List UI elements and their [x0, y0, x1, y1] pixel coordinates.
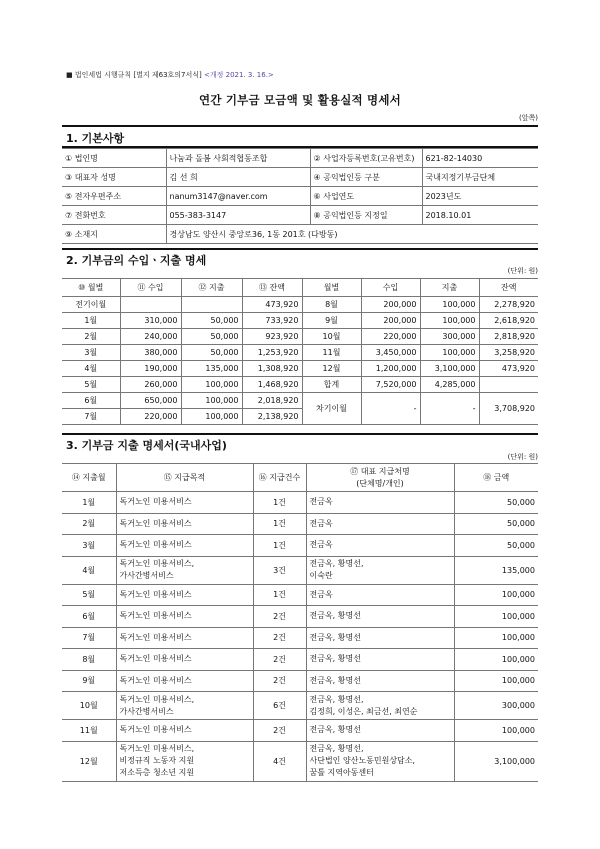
month-cell: 1월 — [62, 313, 120, 329]
amount-cell: 100,000 — [454, 584, 538, 606]
expense-month: 3월 — [62, 535, 116, 557]
purpose-cell-line: 독거노인 미용서비스 — [119, 611, 192, 621]
field-label: ⑤ 전자우편주소 — [62, 187, 166, 206]
table-row — [62, 535, 538, 557]
table-row — [62, 187, 538, 206]
column-header: ⑮ 지급목적 — [116, 464, 253, 492]
purpose-cell-line: 가사간병서비스 — [119, 706, 174, 716]
purpose-cell — [116, 584, 253, 606]
table-row — [62, 692, 538, 720]
expense-month: 11월 — [62, 720, 116, 742]
month-cell: 12월 — [302, 361, 361, 377]
purpose-cell — [116, 720, 253, 742]
income-cell: 200,000 — [361, 297, 420, 313]
field-label: ③ 대표자 성명 — [62, 168, 166, 187]
month-cell: 10월 — [302, 329, 361, 345]
recipient-cell-line: 전금옥 — [309, 518, 333, 528]
amount-cell: 300,000 — [454, 692, 538, 720]
balance-cell: 473,920 — [479, 361, 538, 377]
column-header — [306, 464, 454, 492]
amount-cell: 100,000 — [454, 649, 538, 671]
table-row — [62, 149, 538, 168]
balance-cell: 1,308,920 — [242, 361, 302, 377]
purpose-cell-line: 독거노인 미용서비스 — [119, 654, 192, 664]
count-cell: 1건 — [253, 535, 306, 557]
recipient-cell — [306, 492, 454, 514]
field-value: 김 선 희 — [166, 168, 310, 187]
field-value: 국내지정기부금단체 — [422, 168, 538, 187]
income-cell: 220,000 — [120, 409, 181, 425]
balance-cell: 2,818,920 — [479, 329, 538, 345]
month-cell: 4월 — [62, 361, 120, 377]
address-value: 경상남도 양산시 중앙로36, 1동 201호 (다방동) — [166, 225, 538, 244]
purpose-cell-line: 독거노인 미용서비스, — [119, 559, 195, 568]
field-label: ② 사업자등록번호(고유번호) — [310, 149, 422, 168]
column-header: 지출 — [420, 279, 479, 297]
expense-cell: 50,000 — [181, 313, 242, 329]
column-header: ⑪ 수입 — [120, 279, 181, 297]
purpose-cell-line: 독거노인 미용서비스 — [119, 675, 192, 685]
amount-cell: 50,000 — [454, 513, 538, 535]
purpose-cell — [116, 649, 253, 671]
section3-title: 3. 기부금 지출 명세서(국내사업) — [66, 439, 227, 452]
field-value: 055-383-3147 — [166, 206, 310, 225]
form-legal-reference — [66, 70, 274, 80]
count-cell: 2건 — [253, 649, 306, 671]
month-cell: 2월 — [62, 329, 120, 345]
section2-unit: (단위: 원) — [507, 267, 538, 275]
expense-month: 8월 — [62, 649, 116, 671]
expense-month: 5월 — [62, 584, 116, 606]
expense-month: 1월 — [62, 492, 116, 514]
income-cell: 3,450,000 — [361, 345, 420, 361]
month-cell: 5월 — [62, 377, 120, 393]
amount-cell: 50,000 — [454, 535, 538, 557]
recipient-cell-line: 전금옥 — [309, 497, 333, 507]
expense-month: 9월 — [62, 670, 116, 692]
recipient-cell-line: 꿈틀 지역아동센터 — [309, 768, 374, 777]
recipient-cell-line: 전금옥, 황명선 — [309, 654, 361, 664]
table-row — [62, 670, 538, 692]
table-row — [62, 584, 538, 606]
column-header: ⑬ 잔액 — [242, 279, 302, 297]
expense-cell: 100,000 — [420, 297, 479, 313]
purpose-cell — [116, 692, 253, 720]
expense-month: 10월 — [62, 692, 116, 720]
recipient-cell-line: 전금옥, 황명선 — [309, 675, 361, 685]
balance-cell: 2,278,920 — [479, 297, 538, 313]
column-header: 월별 — [302, 279, 361, 297]
field-label: ⑧ 공익법인등 지정일 — [310, 206, 422, 225]
table-row — [62, 329, 538, 345]
carry-in-balance: 473,920 — [242, 297, 302, 313]
count-cell: 2건 — [253, 627, 306, 649]
table-row — [62, 313, 538, 329]
purpose-cell-line: 독거노인 미용서비스 — [119, 518, 192, 528]
recipient-cell-line: 전금옥 — [309, 540, 333, 550]
income-cell — [120, 297, 181, 313]
balance-cell — [479, 377, 538, 393]
recipient-cell-line: 이숙란 — [309, 571, 333, 580]
income-cell: 7,520,000 — [361, 377, 420, 393]
purpose-cell — [116, 556, 253, 584]
balance-cell: 2,018,920 — [242, 393, 302, 409]
field-label: ⑦ 전화번호 — [62, 206, 166, 225]
month-cell: 7월 — [62, 409, 120, 425]
recipient-cell-line: 김정희, 이성은, 최금선, 최연순 — [309, 706, 418, 716]
count-cell: 1건 — [253, 492, 306, 514]
purpose-cell — [116, 513, 253, 535]
recipient-cell-line: 전금옥, 황명선 — [309, 611, 361, 621]
expense-cell: 50,000 — [181, 345, 242, 361]
recipient-cell-line: 전금옥 — [309, 589, 333, 599]
field-value: 나눔과 돌봄 사회적협동조합 — [166, 149, 310, 168]
recipient-cell — [306, 692, 454, 720]
recipient-cell — [306, 535, 454, 557]
recipient-cell-line: 전금옥, 황명선, — [309, 694, 364, 704]
income-expense-table — [62, 278, 538, 425]
divider — [62, 125, 538, 127]
count-cell: 6건 — [253, 692, 306, 720]
balance-cell: 2,618,920 — [479, 313, 538, 329]
purpose-cell — [116, 606, 253, 628]
amount-cell: 135,000 — [454, 556, 538, 584]
purpose-cell — [116, 492, 253, 514]
table-row — [62, 345, 538, 361]
section2-title: 2. 기부금의 수입ㆍ지출 명세 — [66, 254, 207, 267]
amount-cell: 100,000 — [454, 670, 538, 692]
month-cell: 3월 — [62, 345, 120, 361]
purpose-cell-line: 독거노인 미용서비스 — [119, 725, 192, 735]
table-row — [62, 513, 538, 535]
month-cell: 8월 — [302, 297, 361, 313]
purpose-cell-line: 비정규직 노동자 지원 — [119, 756, 195, 765]
expense-cell: 300,000 — [420, 329, 479, 345]
recipient-cell — [306, 741, 454, 781]
expense-cell: 3,100,000 — [420, 361, 479, 377]
count-cell: 3건 — [253, 556, 306, 584]
purpose-cell-line: 독거노인 미용서비스 — [119, 589, 192, 599]
balance-cell: 2,138,920 — [242, 409, 302, 425]
income-cell: 190,000 — [120, 361, 181, 377]
expense-month: 6월 — [62, 606, 116, 628]
recipient-cell-line: 사단법인 양산노동민원상담소, — [309, 756, 416, 765]
basic-info-table — [62, 148, 538, 244]
amount-cell: 100,000 — [454, 720, 538, 742]
expense-cell: 135,000 — [181, 361, 242, 377]
divider — [62, 248, 538, 250]
expense-month: 4월 — [62, 556, 116, 584]
carry-out-expense: - — [420, 393, 479, 425]
legal-ref-text: ■ 법인세법 시행규칙 [별지 제63호의7서식] — [66, 71, 202, 79]
column-header-line: ⑰ 대표 지급처명 — [350, 466, 410, 476]
column-header: ⑭ 지출월 — [62, 464, 116, 492]
count-cell: 1건 — [253, 513, 306, 535]
field-value: nanum3147@naver.com — [166, 187, 310, 206]
count-cell: 2건 — [253, 670, 306, 692]
column-header: ⑱ 금액 — [454, 464, 538, 492]
section3-unit: (단위: 원) — [507, 453, 538, 461]
table-row — [62, 556, 538, 584]
table-row — [62, 492, 538, 514]
purpose-cell-line: 독거노인 미용서비스 — [119, 540, 192, 550]
carry-out-income: - — [361, 393, 420, 425]
column-header: 잔액 — [479, 279, 538, 297]
purpose-cell-line: 독거노인 미용서비스, — [119, 694, 195, 704]
balance-cell: 3,258,920 — [479, 345, 538, 361]
amount-cell: 100,000 — [454, 627, 538, 649]
income-cell: 1,200,000 — [361, 361, 420, 377]
balance-cell: 1,253,920 — [242, 345, 302, 361]
month-cell: 합계 — [302, 377, 361, 393]
purpose-cell — [116, 627, 253, 649]
purpose-cell-line: 독거노인 미용서비스 — [119, 632, 192, 642]
income-cell: 650,000 — [120, 393, 181, 409]
recipient-cell — [306, 584, 454, 606]
expense-cell: 100,000 — [420, 313, 479, 329]
count-cell: 1건 — [253, 584, 306, 606]
income-cell: 220,000 — [361, 329, 420, 345]
table-row — [62, 225, 538, 244]
carry-in-label: 전기이월 — [62, 297, 120, 313]
expense-cell: 100,000 — [181, 377, 242, 393]
table-row — [62, 377, 538, 393]
column-header-line: (단체명/개인) — [356, 478, 404, 488]
address-label: ⑨ 소재지 — [62, 225, 166, 244]
expense-month: 7월 — [62, 627, 116, 649]
purpose-cell-line: 가사간병서비스 — [119, 571, 174, 580]
page-side-label: (앞쪽) — [519, 114, 538, 122]
field-label: ⑥ 사업연도 — [310, 187, 422, 206]
recipient-cell — [306, 649, 454, 671]
purpose-cell-line: 저소득층 청소년 지원 — [119, 768, 195, 777]
table-row — [62, 606, 538, 628]
table-row — [62, 720, 538, 742]
amount-cell: 100,000 — [454, 606, 538, 628]
balance-cell: 923,920 — [242, 329, 302, 345]
table-row — [62, 361, 538, 377]
recipient-cell-line: 전금옥, 황명선 — [309, 725, 361, 735]
expense-cell — [181, 297, 242, 313]
revision-note: <개정 2021. 3. 16.> — [204, 71, 274, 79]
divider — [62, 433, 538, 435]
income-cell: 380,000 — [120, 345, 181, 361]
expense-cell: 50,000 — [181, 329, 242, 345]
balance-cell: 1,468,920 — [242, 377, 302, 393]
expense-cell: 100,000 — [420, 345, 479, 361]
purpose-cell-line: 독거노인 미용서비스 — [119, 497, 192, 507]
carry-out-balance: 3,708,920 — [479, 393, 538, 425]
purpose-cell — [116, 741, 253, 781]
expense-month: 12월 — [62, 741, 116, 781]
amount-cell: 3,100,000 — [454, 741, 538, 781]
table-row — [62, 393, 538, 409]
field-label: ① 법인명 — [62, 149, 166, 168]
recipient-cell — [306, 556, 454, 584]
column-header: ⑫ 지출 — [181, 279, 242, 297]
month-cell: 9월 — [302, 313, 361, 329]
carry-out-label: 차기이월 — [302, 393, 361, 425]
table-row — [62, 741, 538, 781]
count-cell: 2건 — [253, 720, 306, 742]
recipient-cell — [306, 670, 454, 692]
expense-cell: 100,000 — [181, 409, 242, 425]
column-header: ⑩ 월별 — [62, 279, 120, 297]
income-cell: 200,000 — [361, 313, 420, 329]
table-row — [62, 168, 538, 187]
table-row — [62, 627, 538, 649]
income-cell: 260,000 — [120, 377, 181, 393]
purpose-cell — [116, 535, 253, 557]
table-row — [62, 206, 538, 225]
recipient-cell — [306, 627, 454, 649]
column-header: 수입 — [361, 279, 420, 297]
income-cell: 240,000 — [120, 329, 181, 345]
purpose-cell — [116, 670, 253, 692]
amount-cell: 50,000 — [454, 492, 538, 514]
recipient-cell-line: 전금옥, 황명선, — [309, 744, 364, 753]
field-label: ④ 공익법인등 구분 — [310, 168, 422, 187]
income-cell: 310,000 — [120, 313, 181, 329]
table-row — [62, 649, 538, 671]
expense-cell: 100,000 — [181, 393, 242, 409]
column-header: ⑯ 지급건수 — [253, 464, 306, 492]
table-row — [62, 464, 538, 492]
count-cell: 4건 — [253, 741, 306, 781]
month-cell: 11월 — [302, 345, 361, 361]
expenditure-table — [62, 463, 538, 782]
page-title: 연간 기부금 모금액 및 활용실적 명세서 — [199, 93, 401, 107]
expense-cell: 4,285,000 — [420, 377, 479, 393]
expense-month: 2월 — [62, 513, 116, 535]
section1-title: 1. 기본사항 — [66, 132, 125, 145]
table-row — [62, 279, 538, 297]
field-value: 2018.10.01 — [422, 206, 538, 225]
balance-cell: 733,920 — [242, 313, 302, 329]
field-value: 2023년도 — [422, 187, 538, 206]
month-cell: 6월 — [62, 393, 120, 409]
recipient-cell — [306, 606, 454, 628]
purpose-cell-line: 독거노인 미용서비스, — [119, 744, 195, 753]
recipient-cell — [306, 513, 454, 535]
field-value: 621-82-14030 — [422, 149, 538, 168]
recipient-cell-line: 전금옥, 황명선, — [309, 559, 364, 568]
recipient-cell-line: 전금옥, 황명선 — [309, 632, 361, 642]
table-row — [62, 297, 538, 313]
count-cell: 2건 — [253, 606, 306, 628]
recipient-cell — [306, 720, 454, 742]
